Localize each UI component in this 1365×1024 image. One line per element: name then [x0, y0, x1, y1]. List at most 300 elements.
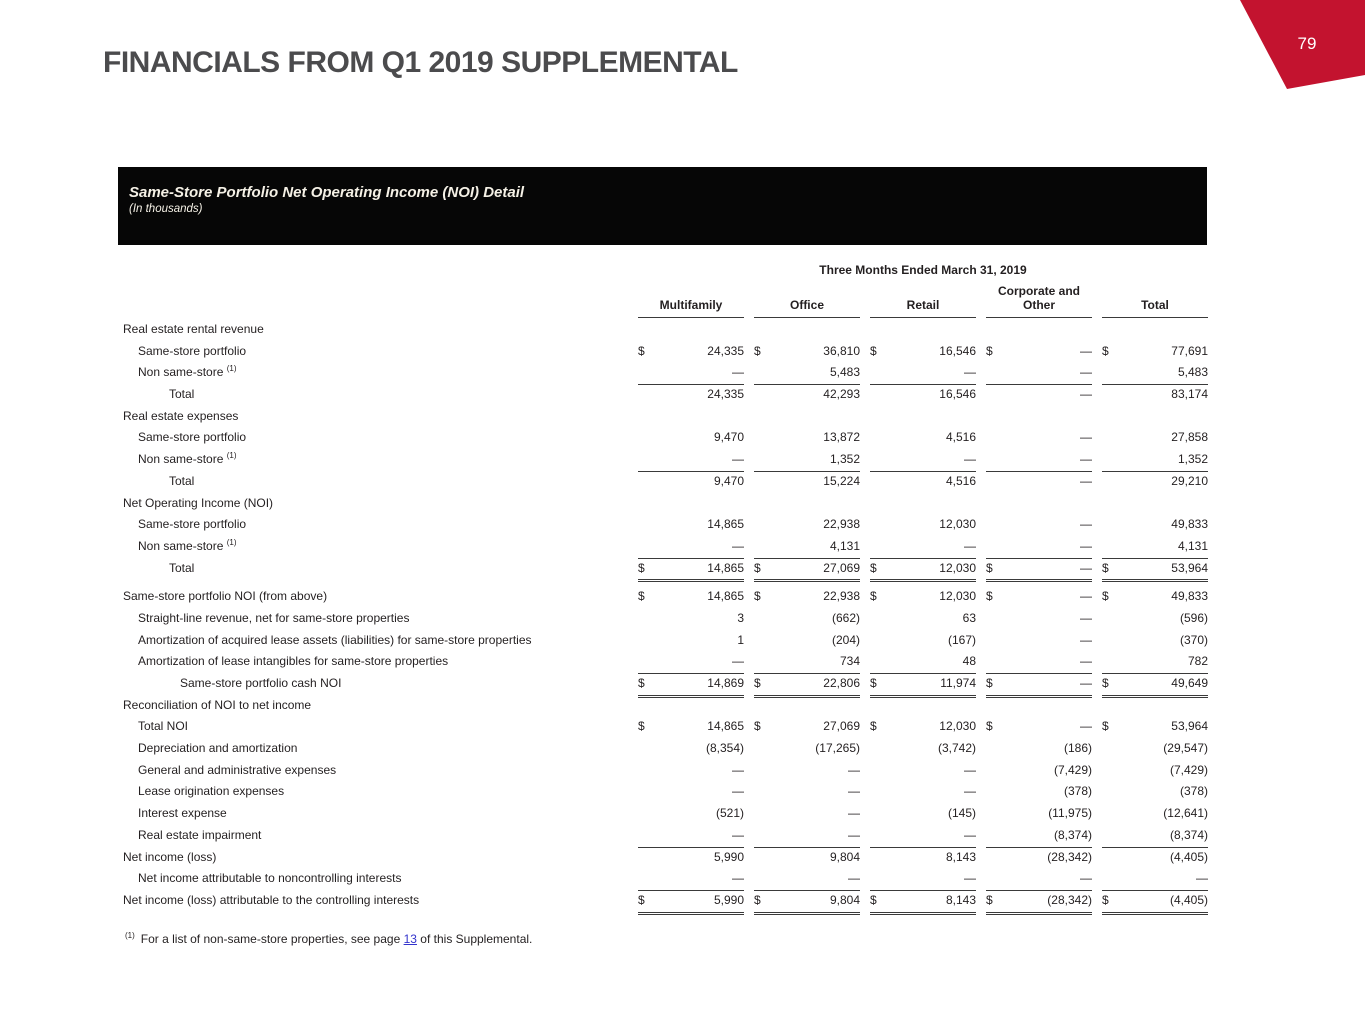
footnote-page-link[interactable]: 13	[403, 932, 417, 946]
cell-value: 24,335	[707, 343, 744, 358]
row-label: Lease origination expenses	[138, 784, 285, 799]
cell-value: 53,964	[1171, 560, 1208, 575]
cell-value: (7,429)	[1053, 762, 1092, 777]
dollar-sign: $	[870, 560, 877, 575]
dollar-sign: $	[986, 892, 993, 907]
cell-value: (145)	[947, 806, 976, 821]
cell-value: —	[1080, 589, 1092, 604]
cell-value: (8,374)	[1053, 827, 1092, 842]
cell-value: 22,938	[823, 517, 860, 532]
value-cell	[986, 890, 1092, 915]
value-cell	[754, 341, 860, 363]
cell-value: —	[1080, 538, 1092, 553]
cell-value: 1,352	[829, 452, 860, 467]
footnote-text: For a list of non-same-store properties, see page	[140, 932, 401, 946]
table-row	[123, 847, 1218, 869]
value-cell	[638, 362, 744, 385]
dollar-sign: $	[638, 676, 645, 690]
period-header-row	[123, 260, 1218, 280]
dollar-sign: $	[870, 892, 877, 907]
value-cell	[1102, 471, 1208, 493]
value-cell	[638, 847, 744, 869]
value-cell	[870, 868, 976, 891]
value-cell	[870, 760, 976, 782]
value-cell	[986, 471, 1092, 493]
cell-value: (8,374)	[1169, 827, 1208, 842]
table-row	[123, 760, 1218, 782]
value-cell	[754, 427, 860, 449]
column-header-corporate-and-other: Corporate and Other	[986, 280, 1092, 318]
table-row	[123, 586, 1218, 608]
cell-value: 12,030	[939, 560, 976, 575]
value-cell	[754, 890, 860, 915]
slide-title: FINANCIALS FROM Q1 2019 SUPPLEMENTAL	[103, 46, 738, 79]
cell-value: 27,069	[823, 719, 860, 734]
row-label: Net income attributable to noncontrolling interests	[138, 871, 402, 886]
cell-value: —	[964, 365, 976, 380]
cell-value: —	[1080, 517, 1092, 532]
value-cell	[638, 890, 744, 915]
cell-value: —	[1080, 452, 1092, 467]
table-row	[123, 341, 1218, 363]
value-cell	[638, 384, 744, 406]
value-cell	[870, 362, 976, 385]
cell-value: 27,069	[823, 560, 860, 575]
row-label: Real estate rental revenue	[123, 322, 264, 336]
dollar-sign: $	[638, 719, 645, 734]
cell-value: —	[848, 762, 860, 777]
dollar-sign: $	[986, 343, 993, 358]
cell-value: 29,210	[1171, 473, 1208, 488]
table-row	[123, 536, 1218, 558]
value-cell	[754, 673, 860, 698]
cell-value: 13,872	[823, 430, 860, 445]
value-cell	[986, 427, 1092, 449]
cell-value: 1	[737, 632, 744, 647]
row-label: Interest expense	[138, 806, 227, 821]
value-cell	[1102, 760, 1208, 782]
dollar-sign: $	[754, 676, 761, 690]
cell-value: (11,975)	[1048, 806, 1092, 821]
value-cell	[870, 890, 976, 915]
value-cell	[754, 514, 860, 536]
value-cell	[1102, 803, 1208, 825]
cell-value: 14,865	[707, 589, 744, 604]
cell-value: —	[848, 806, 860, 821]
value-cell	[1102, 716, 1208, 738]
value-cell	[986, 781, 1092, 803]
value-cell	[870, 341, 976, 363]
cell-value: —	[732, 871, 744, 886]
dollar-sign: $	[638, 892, 645, 907]
cell-value: (17,265)	[815, 741, 860, 756]
dollar-sign: $	[870, 719, 877, 734]
footnote-text-after: of this Supplemental.	[420, 932, 533, 946]
cell-value: —	[964, 784, 976, 799]
cell-value: —	[1080, 676, 1092, 690]
value-cell	[986, 651, 1092, 674]
cell-value: 49,833	[1171, 517, 1208, 532]
value-cell	[754, 760, 860, 782]
table-subtitle: (In thousands)	[129, 203, 203, 215]
value-cell	[986, 760, 1092, 782]
value-cell	[870, 558, 976, 583]
cell-value: —	[732, 365, 744, 380]
row-label: Net Operating Income (NOI)	[123, 495, 274, 510]
cell-value: 12,030	[939, 517, 976, 532]
value-cell	[638, 760, 744, 782]
value-cell	[986, 673, 1092, 698]
value-cell	[638, 868, 744, 891]
value-cell	[870, 630, 976, 652]
value-cell	[638, 825, 744, 848]
footnote-ref: (1)	[226, 451, 237, 461]
page-number: 79	[1297, 34, 1317, 53]
table-row	[123, 825, 1218, 847]
value-cell	[754, 738, 860, 760]
value-cell	[754, 536, 860, 559]
cell-value: 53,964	[1171, 719, 1208, 734]
value-cell	[754, 586, 860, 608]
cell-value: —	[1080, 654, 1092, 669]
table-row	[123, 471, 1218, 493]
cell-value: 77,691	[1171, 343, 1208, 358]
cell-value: 48	[962, 654, 976, 669]
table-header-bar	[118, 167, 1207, 245]
value-cell	[1102, 362, 1208, 385]
dollar-sign: $	[986, 560, 993, 575]
table-title: Same-Store Portfolio Net Operating Income (NOI) Detail	[129, 184, 525, 201]
row-label: Net income (loss)	[123, 849, 217, 864]
cell-value: 4,131	[829, 538, 860, 553]
row-label: Depreciation and amortization	[138, 741, 298, 756]
cell-value: —	[1080, 473, 1092, 488]
value-cell	[870, 803, 976, 825]
table-row	[123, 868, 1218, 890]
value-cell	[986, 803, 1092, 825]
cell-value: (28,342)	[1047, 849, 1092, 864]
cell-value: —	[1080, 610, 1092, 625]
cell-value: —	[732, 762, 744, 777]
value-cell	[986, 716, 1092, 738]
table-row	[123, 803, 1218, 825]
footnote-ref: (1)	[226, 364, 237, 374]
column-header-multifamily: Multifamily	[638, 280, 744, 318]
value-cell	[638, 803, 744, 825]
cell-value: 14,865	[707, 517, 744, 532]
cell-value: —	[1080, 387, 1092, 402]
cell-value: (378)	[1063, 784, 1092, 799]
cell-value: 9,470	[713, 473, 744, 488]
value-cell	[1102, 673, 1208, 698]
value-cell	[754, 630, 860, 652]
cell-value: —	[732, 654, 744, 669]
value-cell	[1102, 890, 1208, 915]
cell-value: 83,174	[1171, 387, 1208, 402]
cell-value: —	[848, 827, 860, 842]
cell-value: (204)	[831, 632, 860, 647]
footnote-ref: (1)	[226, 537, 237, 547]
table-row	[123, 558, 1218, 580]
column-header-retail: Retail	[870, 280, 976, 318]
row-label: Real estate impairment	[138, 827, 262, 842]
value-cell	[986, 847, 1092, 869]
value-cell	[870, 781, 976, 803]
row-label: Non same-store $^{(1)}$	[138, 537, 237, 553]
value-cell	[754, 362, 860, 385]
value-cell	[986, 558, 1092, 583]
cell-value: —	[732, 827, 744, 842]
cell-value: 5,483	[829, 365, 860, 380]
table-row	[123, 319, 1218, 341]
value-cell	[638, 514, 744, 536]
value-cell	[638, 341, 744, 363]
table-row	[123, 890, 1218, 912]
row-label: General and administrative expenses	[138, 762, 337, 777]
value-cell	[986, 514, 1092, 536]
cell-value: —	[964, 452, 976, 467]
dollar-sign: $	[1102, 560, 1109, 575]
table-row	[123, 695, 1218, 717]
cell-value: 4,516	[945, 430, 976, 445]
dollar-sign: $	[638, 589, 645, 604]
value-cell	[1102, 558, 1208, 583]
value-cell	[870, 738, 976, 760]
dollar-sign: $	[1102, 676, 1109, 690]
cell-value: 14,869	[707, 676, 744, 690]
value-cell	[986, 384, 1092, 406]
value-cell	[638, 673, 744, 698]
dollar-sign: $	[754, 589, 761, 604]
cell-value: 11,974	[940, 676, 976, 690]
cell-value: 734	[839, 654, 860, 669]
value-cell	[1102, 536, 1208, 559]
dollar-sign: $	[638, 343, 645, 358]
row-label: Reconciliation of NOI to net income	[123, 697, 312, 712]
value-cell	[754, 781, 860, 803]
value-cell	[638, 536, 744, 559]
dollar-sign: $	[870, 343, 877, 358]
row-label: Total	[169, 387, 195, 402]
value-cell	[986, 868, 1092, 891]
dollar-sign: $	[754, 560, 761, 575]
cell-value: 14,865	[707, 560, 744, 575]
row-label: Same-store portfolio	[138, 343, 247, 358]
cell-value: —	[732, 538, 744, 553]
table-row	[123, 514, 1218, 536]
dollar-sign: $	[1102, 343, 1109, 358]
cell-value: (12,641)	[1163, 806, 1208, 821]
value-cell	[870, 673, 976, 698]
value-cell	[1102, 847, 1208, 869]
dollar-sign: $	[754, 719, 761, 734]
value-cell	[754, 558, 860, 583]
value-cell	[870, 651, 976, 674]
value-cell	[870, 586, 976, 608]
cell-value: —	[964, 538, 976, 553]
value-cell	[1102, 608, 1208, 630]
cell-value: 12,030	[939, 719, 976, 734]
table-row	[123, 406, 1218, 428]
table-row	[123, 716, 1218, 738]
row-label: Same-store portfolio	[138, 517, 247, 532]
value-cell	[1102, 586, 1208, 608]
dollar-sign: $	[1102, 719, 1109, 734]
value-cell	[754, 651, 860, 674]
table-row	[123, 673, 1218, 695]
value-cell	[754, 868, 860, 891]
value-cell	[1102, 738, 1208, 760]
value-cell	[986, 449, 1092, 472]
cell-value: 16,546	[939, 343, 976, 358]
row-label: Total	[169, 560, 195, 575]
cell-value: (662)	[831, 610, 860, 625]
value-cell	[870, 471, 976, 493]
cell-value: 22,938	[823, 589, 860, 604]
row-label: Total NOI	[138, 719, 189, 734]
value-cell	[870, 716, 976, 738]
cell-value: (186)	[1063, 741, 1092, 756]
cell-value: (521)	[715, 806, 744, 821]
dollar-sign: $	[1102, 589, 1109, 604]
value-cell	[986, 738, 1092, 760]
value-cell	[754, 847, 860, 869]
row-label-spacer	[123, 260, 628, 280]
table-row	[123, 427, 1218, 449]
row-label-spacer	[123, 280, 628, 318]
cell-value: 16,546	[939, 387, 976, 402]
value-cell	[638, 471, 744, 493]
table-row	[123, 384, 1218, 406]
cell-value: 9,470	[713, 430, 744, 445]
cell-value: (29,547)	[1163, 741, 1208, 756]
value-cell	[870, 384, 976, 406]
dollar-sign: $	[870, 589, 877, 604]
value-cell	[754, 716, 860, 738]
cell-value: (28,342)	[1047, 892, 1092, 907]
table-row	[123, 608, 1218, 630]
value-cell	[638, 449, 744, 472]
cell-value: (4,405)	[1169, 849, 1208, 864]
value-cell	[986, 608, 1092, 630]
value-cell	[1102, 514, 1208, 536]
table-row	[123, 738, 1218, 760]
row-label: Total	[169, 473, 195, 488]
value-cell	[638, 608, 744, 630]
value-cell	[638, 781, 744, 803]
value-cell	[1102, 868, 1208, 891]
table-row	[123, 493, 1218, 515]
value-cell	[638, 738, 744, 760]
cell-value: 42,293	[823, 387, 860, 402]
cell-value: 9,804	[829, 849, 860, 864]
cell-value: —	[964, 762, 976, 777]
cell-value: 14,865	[707, 719, 744, 734]
value-cell	[754, 384, 860, 406]
column-header-row	[123, 280, 1218, 318]
cell-value: (7,429)	[1169, 762, 1208, 777]
dollar-sign: $	[986, 676, 993, 690]
row-label: Real estate expenses	[123, 408, 239, 423]
cell-value: 1,352	[1177, 452, 1208, 467]
dollar-sign: $	[986, 719, 993, 734]
table-row	[123, 651, 1218, 673]
row-label: Net income (loss) attributable to the controlling interests	[123, 892, 420, 907]
cell-value: —	[964, 871, 976, 886]
cell-value: 49,833	[1171, 589, 1208, 604]
dollar-sign: $	[986, 589, 993, 604]
cell-value: —	[1080, 343, 1092, 358]
row-label: Same-store portfolio NOI (from above)	[123, 589, 328, 604]
value-cell	[754, 803, 860, 825]
cell-value: 63	[962, 610, 976, 625]
cell-value: 36,810	[823, 343, 860, 358]
row-label: Straight-line revenue, net for same-store properties	[138, 610, 410, 625]
cell-value: 5,990	[713, 849, 744, 864]
cell-value: —	[848, 871, 860, 886]
value-cell	[638, 427, 744, 449]
table-row	[123, 362, 1218, 384]
value-cell	[754, 471, 860, 493]
cell-value: 24,335	[707, 387, 744, 402]
row-label: Non same-store $^{(1)}$	[138, 451, 237, 467]
value-cell	[986, 362, 1092, 385]
cell-value: 27,858	[1171, 430, 1208, 445]
cell-value: —	[964, 827, 976, 842]
cell-value: 5,990	[713, 892, 744, 907]
column-header-total: Total	[1102, 280, 1208, 318]
value-cell	[754, 449, 860, 472]
value-cell	[870, 449, 976, 472]
value-cell	[1102, 651, 1208, 674]
cell-value: —	[1080, 365, 1092, 380]
value-cell	[638, 558, 744, 583]
cell-value: —	[1196, 871, 1208, 886]
table-row	[123, 449, 1218, 471]
period-header: Three Months Ended March 31, 2019	[819, 263, 1027, 277]
cell-value: 15,224	[823, 473, 860, 488]
value-cell	[754, 608, 860, 630]
cell-value: (8,354)	[705, 741, 744, 756]
value-cell	[1102, 781, 1208, 803]
cell-value: (370)	[1179, 632, 1208, 647]
cell-value: 5,483	[1177, 365, 1208, 380]
dollar-sign: $	[638, 560, 645, 575]
value-cell	[870, 825, 976, 848]
value-cell	[1102, 825, 1208, 848]
cell-value: 8,143	[945, 892, 976, 907]
cell-value: —	[1080, 560, 1092, 575]
value-cell	[986, 586, 1092, 608]
value-cell	[1102, 384, 1208, 406]
cell-value: —	[732, 452, 744, 467]
footnote-marker: (1)	[125, 931, 135, 940]
cell-value: —	[1080, 719, 1092, 734]
cell-value: —	[1080, 430, 1092, 445]
cell-value: —	[1080, 871, 1092, 886]
value-cell	[986, 825, 1092, 848]
value-cell	[870, 608, 976, 630]
cell-value: 782	[1187, 654, 1208, 669]
value-cell	[754, 825, 860, 848]
cell-value: (4,405)	[1169, 892, 1208, 907]
row-label: Non same-store $^{(1)}$	[138, 364, 237, 380]
cell-value: 4,131	[1177, 538, 1208, 553]
cell-value: 12,030	[939, 589, 976, 604]
cell-value: 49,649	[1171, 676, 1208, 690]
value-cell	[986, 536, 1092, 559]
value-cell	[986, 341, 1092, 363]
